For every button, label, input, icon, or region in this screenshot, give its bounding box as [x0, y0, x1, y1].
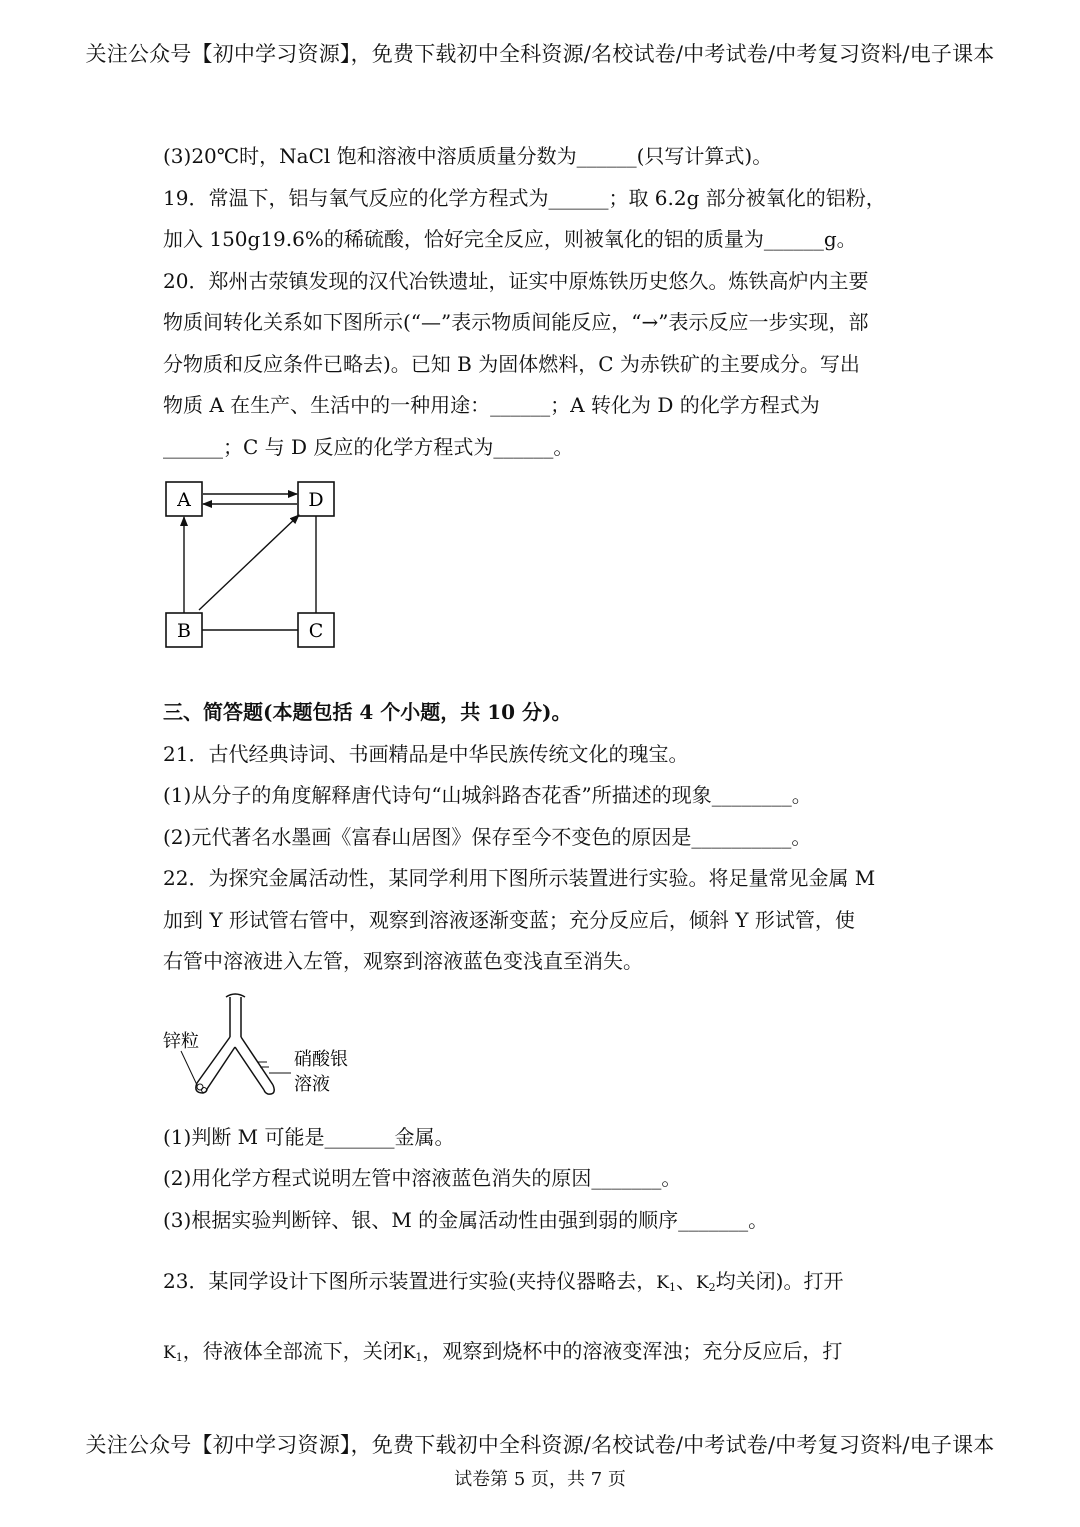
k2-symbol: K — [695, 1273, 709, 1293]
q23-line1 — [163, 1261, 923, 1309]
q22-part3: (3)根据实验判断锌、银、M 的金属活动性由强到弱的顺序_______。 — [163, 1207, 769, 1232]
k1-subscript: 1 — [668, 1281, 676, 1294]
label-b: B — [177, 620, 191, 642]
q21-part2: (2)元代著名水墨画《富春山居图》保存至今不变色的原因是__________。 — [163, 824, 812, 849]
k1-symbol-3: K — [402, 1342, 416, 1363]
q21-part1: (1)从分子的角度解释唐代诗句“山城斜路杏花香”所描述的现象________。 — [163, 783, 812, 807]
k1-symbol-2: K — [163, 1342, 176, 1363]
label-silver-nitrate-2: 溶液 — [294, 1073, 330, 1095]
q23-line1-text-b: 均关闭)。打开 — [715, 1269, 844, 1293]
separator: 、 — [675, 1269, 696, 1293]
page-number: 试卷第 5 页，共 7 页 — [454, 1469, 626, 1490]
conversion-diagram — [163, 480, 363, 670]
q19-line2: 加入 150g19.6%的稀硫酸，恰好完全反应，则被氧化的铝的质量为______g。 — [163, 227, 857, 251]
label-silver-nitrate-1: 硝酸银 — [294, 1048, 348, 1070]
q23-line2-text-c: ，观察到烧杯中的溶液变浑浊；充分反应后，打 — [422, 1338, 843, 1363]
q20-line1: 20．郑州古荥镇发现的汉代冶铁遗址，证实中原炼铁历史悠久。炼铁高炉内主要 — [163, 268, 869, 293]
page-content — [163, 136, 923, 1378]
top-banner: 关注公众号【初中学习资源】，免费下载初中全科资源/名校试卷/中考试卷/中考复习资料/电子课本 — [85, 42, 995, 66]
k1-subscript-3: 1 — [415, 1350, 423, 1364]
k1-symbol: K — [656, 1273, 669, 1293]
arrow-b-to-d — [199, 515, 299, 610]
q22-part2: (2)用化学方程式说明左管中溶液蓝色消失的原因_______。 — [163, 1166, 682, 1190]
label-zinc: 锌粒 — [163, 1030, 199, 1052]
q23-line2 — [163, 1331, 923, 1379]
q20-line2: 物质间转化关系如下图所示(“—”表示物质间能反应，“→”表示反应一步实现，部 — [163, 310, 869, 334]
bottom-banner: 关注公众号【初中学习资源】，免费下载初中全科资源/名校试卷/中考试卷/中考复习资料/电子课本 — [85, 1433, 995, 1457]
y-tube-figure — [163, 989, 383, 1117]
q21-stem: 21．古代经典诗词、书画精品是中华民族传统文化的瑰宝。 — [163, 741, 689, 766]
q20-line4: 物质 A 在生产、生活中的一种用途：______；A 转化为 D 的化学方程式为 — [163, 393, 820, 417]
q22-line2: 加到 Y 形试管右管中，观察到溶液逐渐变蓝；充分反应后，倾斜 Y 形试管，使 — [163, 907, 855, 932]
q22-part1: (1)判断 M 可能是_______金属。 — [163, 1124, 455, 1149]
label-d: D — [308, 489, 324, 511]
label-c: C — [308, 620, 324, 642]
label-a: A — [177, 489, 191, 511]
q19-line1: 19．常温下，铝与氧气反应的化学方程式为______；取 6.2g 部分被氧化的铝粉， — [163, 185, 886, 210]
q23-line1-text-a: 23．某同学设计下图所示装置进行实验(夹持仪器略去， — [163, 1269, 657, 1293]
section3-title: 三、简答题(本题包括 4 个小题，共 10 分)。 — [163, 700, 572, 724]
q22-line1: 22．为探究金属活动性，某同学利用下图所示装置进行实验。将足量常见金属 M — [163, 866, 876, 890]
q22-line3: 右管中溶液进入左管，观察到溶液蓝色变浅直至消失。 — [163, 949, 643, 973]
q20-line5: ______；C 与 D 反应的化学方程式为______。 — [163, 434, 574, 459]
k1-subscript-2: 1 — [175, 1350, 183, 1364]
q20-line3: 分物质和反应条件已略去)。已知 B 为固体燃料，C 为赤铁矿的主要成分。写出 — [163, 351, 860, 376]
k2-subscript: 2 — [708, 1281, 716, 1294]
q18-part3: (3)20℃时，NaCl 饱和溶液中溶质质量分数为______(只写计算式)。 — [163, 144, 773, 168]
q23-line2-text-b: ，待液体全部流下，关闭 — [182, 1338, 403, 1363]
